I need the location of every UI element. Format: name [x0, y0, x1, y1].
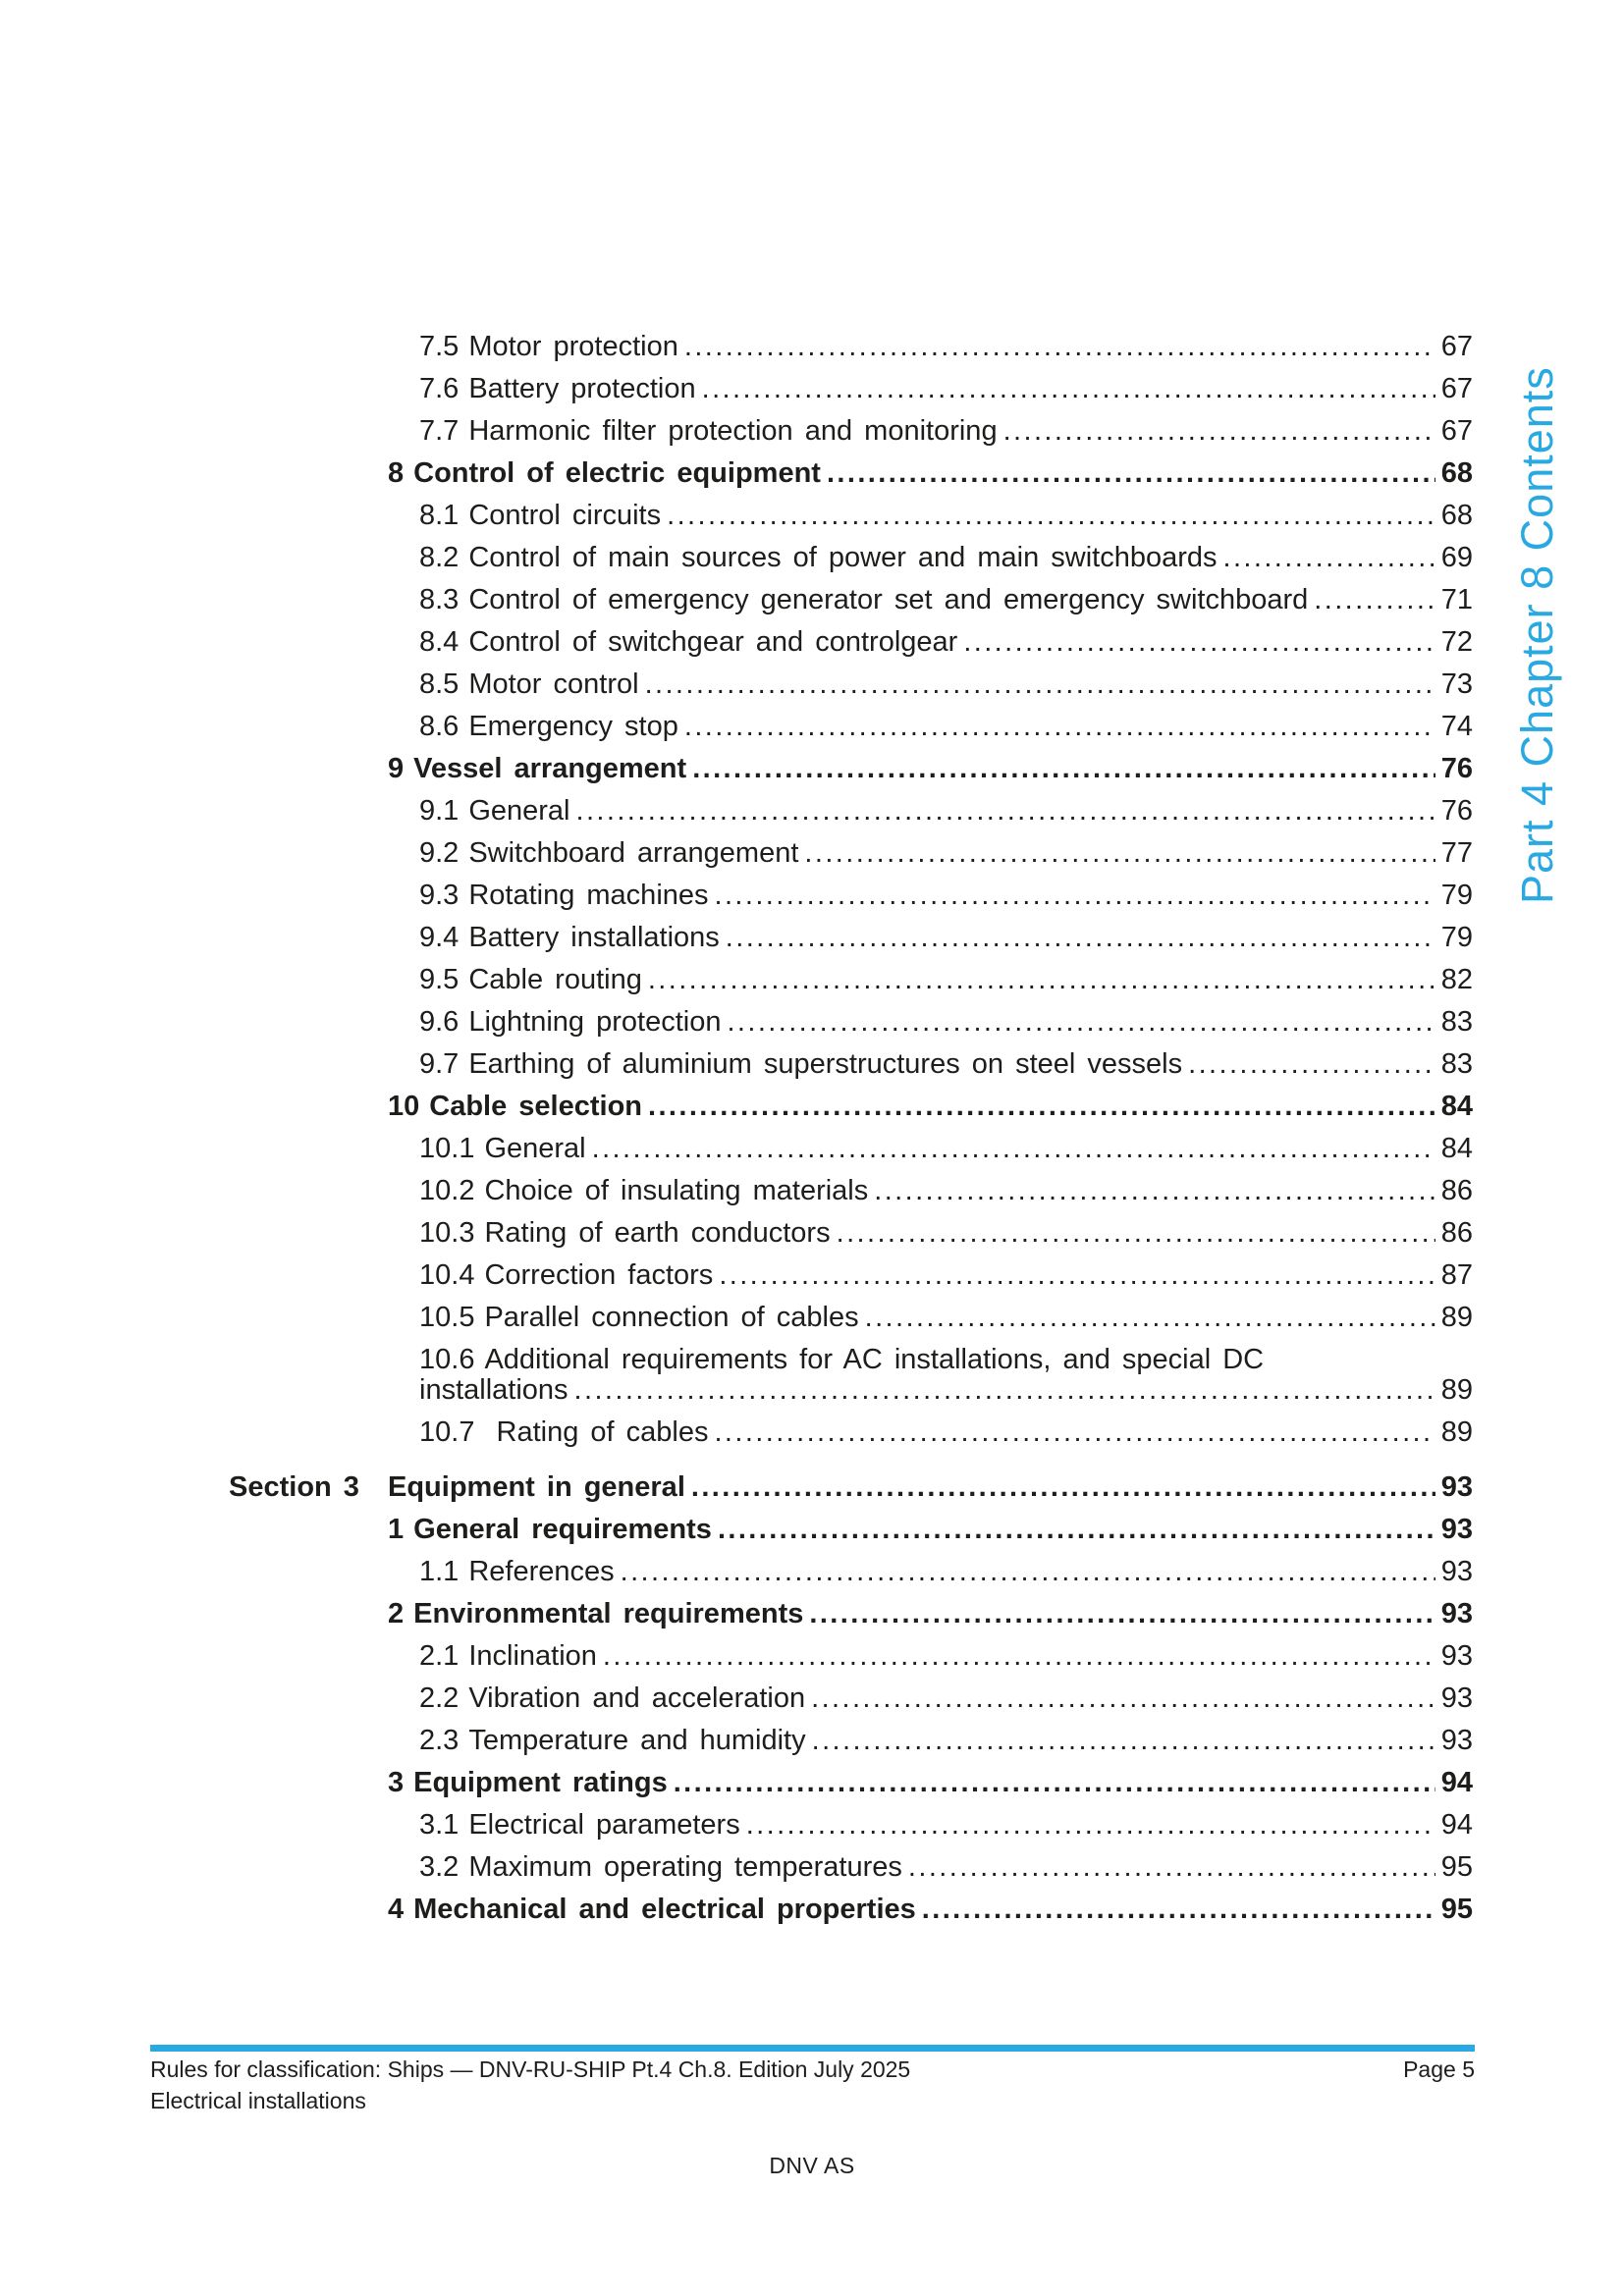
toc-entry-page: 84 — [1440, 1133, 1473, 1164]
toc-dot-leader — [574, 1375, 1435, 1406]
toc-entry-page: 89 — [1440, 1416, 1473, 1448]
footer-doc-title: Rules for classification: Ships — DNV-RU-SHIP Pt.4 Ch.8. Edition July 2025 — [150, 2056, 911, 2082]
toc-entry-title: Earthing of aluminium superstructures on steel vessels — [468, 1048, 1183, 1080]
toc-entry-title: Temperature and humidity — [468, 1725, 806, 1756]
toc-entry[interactable] — [388, 1007, 1473, 1038]
toc-entry-page: 74 — [1440, 711, 1473, 742]
toc-entry[interactable] — [388, 332, 1473, 362]
toc-entry-number: 9.3 — [419, 880, 460, 911]
toc-dot-leader — [674, 1768, 1435, 1798]
toc-dot-leader — [963, 627, 1435, 658]
toc-dot-leader — [692, 754, 1435, 784]
toc-entry-number: 10.4 — [419, 1259, 475, 1291]
toc-dot-leader — [714, 1417, 1435, 1448]
toc-entry-title: Electrical parameters — [468, 1809, 740, 1841]
toc-entry[interactable] — [388, 1895, 1473, 1925]
toc-entry[interactable] — [388, 1683, 1473, 1714]
toc-entry[interactable] — [388, 1599, 1473, 1629]
toc-section-heading[interactable] — [229, 1472, 1473, 1503]
toc-entry-page: 95 — [1440, 1851, 1473, 1883]
toc-entry-title: Control circuits — [468, 500, 662, 531]
toc-entry-page: 79 — [1440, 922, 1473, 953]
toc-entry-number: 2.3 — [419, 1725, 460, 1756]
toc-entry-title: Equipment ratings — [413, 1767, 668, 1798]
toc-entry[interactable] — [388, 1557, 1473, 1587]
toc-entry-page: 93 — [1440, 1598, 1473, 1629]
toc-dot-leader — [908, 1852, 1435, 1883]
toc-dot-leader — [621, 1557, 1435, 1587]
toc-section-title: Equipment in general — [388, 1471, 685, 1503]
toc-entry-number: 10.1 — [419, 1133, 475, 1164]
toc-entry-page: 82 — [1440, 964, 1473, 995]
toc-entry-page: 67 — [1440, 415, 1473, 447]
toc-dot-leader — [667, 501, 1435, 531]
toc-entry-page: 93 — [1440, 1640, 1473, 1672]
footer-page-number: Page 5 — [1403, 2056, 1475, 2082]
toc-entry-title: Maximum operating temperatures — [468, 1851, 902, 1883]
toc-entry-number: 9.5 — [419, 964, 460, 995]
toc-entry[interactable] — [388, 374, 1473, 404]
toc-dot-leader — [726, 923, 1435, 953]
toc-entry-page: 87 — [1440, 1259, 1473, 1291]
toc-entry[interactable] — [388, 501, 1473, 531]
toc-entry-title: Correction factors — [484, 1259, 714, 1291]
toc-entry[interactable] — [388, 669, 1473, 700]
toc-entry-number: 9.6 — [419, 1006, 460, 1038]
toc-entry-title: installations — [419, 1374, 568, 1406]
toc-entry-title: Rating of earth conductors — [484, 1217, 831, 1249]
toc-section-label: Section 3 — [229, 1471, 359, 1503]
toc-entry-title: Switchboard arrangement — [468, 837, 799, 869]
toc-entry-number: 9 — [388, 753, 405, 784]
toc-entry[interactable] — [388, 1345, 1473, 1375]
toc-entry[interactable] — [388, 1515, 1473, 1545]
toc-entry-page: 86 — [1440, 1217, 1473, 1249]
toc-entry[interactable] — [388, 543, 1473, 573]
toc-entry[interactable] — [388, 416, 1473, 447]
toc-entry-title: Lightning protection — [468, 1006, 722, 1038]
toc-entry-page: 93 — [1440, 1725, 1473, 1756]
toc-entry[interactable] — [388, 1176, 1473, 1206]
toc-entry-number: 10.3 — [419, 1217, 475, 1249]
toc-entry[interactable] — [388, 1260, 1473, 1291]
toc-entry-page: 94 — [1440, 1767, 1473, 1798]
toc-entry-number: 1 — [388, 1514, 405, 1545]
toc-dot-leader — [827, 458, 1435, 489]
toc-entry[interactable] — [388, 1641, 1473, 1672]
toc-entry-number: 3.1 — [419, 1809, 460, 1841]
toc-entry-page: 86 — [1440, 1175, 1473, 1206]
toc-entry-page: 67 — [1440, 373, 1473, 404]
toc-entry-number: 2.2 — [419, 1682, 460, 1714]
toc-entry-title: General — [468, 795, 570, 827]
toc-dot-leader — [715, 881, 1435, 911]
toc-entry-page: 67 — [1440, 331, 1473, 362]
toc-entry-title: Cable selection — [429, 1091, 643, 1122]
toc-entry-number: 4 — [388, 1894, 405, 1925]
toc-entry-title: Choice of insulating materials — [484, 1175, 869, 1206]
toc-dot-leader — [702, 374, 1435, 404]
toc-entry[interactable] — [388, 1049, 1473, 1080]
toc-entry-page: 76 — [1440, 753, 1473, 784]
toc-entry-title: Cable routing — [468, 964, 642, 995]
toc-entry[interactable] — [388, 1810, 1473, 1841]
toc-entry-page: 93 — [1440, 1471, 1473, 1503]
toc-dot-leader — [837, 1218, 1435, 1249]
toc-entry-title: Harmonic filter protection and monitoring — [468, 415, 998, 447]
toc-entry-title: Vibration and acceleration — [468, 1682, 806, 1714]
toc-dot-leader — [746, 1810, 1435, 1841]
toc-entry-title: Control of electric equipment — [413, 457, 821, 489]
toc-dot-leader — [874, 1176, 1435, 1206]
toc-entry-title: Control of switchgear and controlgear — [468, 626, 958, 658]
toc-entry-page: 93 — [1440, 1556, 1473, 1587]
footer-divider — [150, 2045, 1475, 2052]
toc-dot-leader — [718, 1515, 1435, 1545]
toc-dot-leader — [727, 1007, 1435, 1038]
toc-entry-title: Rating of cables — [484, 1416, 709, 1448]
toc-entry-page: 69 — [1440, 542, 1473, 573]
toc-entry-number: 2.1 — [419, 1640, 460, 1672]
toc-entry-number: 3 — [388, 1767, 405, 1798]
toc-entry-number: 8 — [388, 457, 405, 489]
toc-entry[interactable] — [388, 585, 1473, 615]
sidebar-vertical-label: Part 4 Chapter 8 Contents — [1512, 366, 1562, 904]
toc-entry[interactable] — [388, 754, 1473, 784]
toc-dot-leader — [812, 1726, 1435, 1756]
toc-entry[interactable] — [388, 965, 1473, 995]
toc-entry-number: 9.2 — [419, 837, 460, 869]
toc-dot-leader — [719, 1260, 1435, 1291]
toc-entry[interactable] — [388, 1134, 1473, 1164]
toc-entry-number: 2 — [388, 1598, 405, 1629]
toc-dot-leader — [684, 712, 1435, 742]
footer-chapter-title: Electrical installations — [150, 2088, 366, 2113]
toc-entry-title: Motor control — [468, 668, 639, 700]
toc-entry-title: Parallel connection of cables — [484, 1302, 859, 1333]
toc-entry-title: Additional requirements for AC installations, and special DC — [484, 1344, 1265, 1375]
toc-entry-page: 68 — [1440, 500, 1473, 531]
toc-entry-number: 8.4 — [419, 626, 460, 658]
toc-entry-page: 89 — [1440, 1302, 1473, 1333]
toc-dot-leader — [648, 1092, 1435, 1122]
toc-entry[interactable] — [388, 881, 1473, 911]
toc-entry-title: Battery protection — [468, 373, 696, 404]
toc-dot-leader — [576, 796, 1435, 827]
toc-dot-leader — [1003, 416, 1435, 447]
toc-entry[interactable] — [388, 1218, 1473, 1249]
footer-line1 — [150, 2055, 1475, 2084]
toc-entry-number: 9.4 — [419, 922, 460, 953]
toc-dot-leader — [648, 965, 1435, 995]
toc-entry-continuation[interactable] — [388, 1375, 1473, 1406]
toc-dot-leader — [1314, 585, 1435, 615]
toc-entry[interactable] — [388, 627, 1473, 658]
toc-entry-number: 10.7 — [419, 1416, 475, 1448]
toc-entry-page: 72 — [1440, 626, 1473, 658]
toc-entry-title: Control of main sources of power and main switchboards — [468, 542, 1218, 573]
publisher-name: DNV AS — [769, 2153, 855, 2178]
toc-entry[interactable] — [388, 1303, 1473, 1333]
toc-entry-page: 79 — [1440, 880, 1473, 911]
toc-entry-number: 7.6 — [419, 373, 460, 404]
toc-entry-page: 93 — [1440, 1682, 1473, 1714]
toc-dot-leader — [684, 332, 1435, 362]
toc-entry-number: 7.7 — [419, 415, 460, 447]
toc-entry-page: 68 — [1440, 457, 1473, 489]
toc-entry-page: 76 — [1440, 795, 1473, 827]
toc-entry-title: References — [468, 1556, 615, 1587]
toc-entry-title: Rotating machines — [468, 880, 709, 911]
toc-entry-page: 77 — [1440, 837, 1473, 869]
toc-entry-number: 10.5 — [419, 1302, 475, 1333]
toc-entry-page: 83 — [1440, 1006, 1473, 1038]
toc-entry-number: 9.1 — [419, 795, 460, 827]
toc-entry-page: 71 — [1440, 584, 1473, 615]
toc-entry-number: 7.5 — [419, 331, 460, 362]
toc-dot-leader — [645, 669, 1435, 700]
toc-entry-title: Control of emergency generator set and emergency switchboard — [468, 584, 1309, 615]
toc-entry-page: 93 — [1440, 1514, 1473, 1545]
toc-entry-page: 73 — [1440, 668, 1473, 700]
toc-entry-title: General requirements — [413, 1514, 712, 1545]
toc-dot-leader — [592, 1134, 1435, 1164]
toc-entry-page: 89 — [1440, 1374, 1473, 1406]
toc-dot-leader — [1223, 543, 1435, 573]
toc-dot-leader — [922, 1895, 1435, 1925]
toc-entry-title: Environmental requirements — [413, 1598, 804, 1629]
toc-entry[interactable] — [388, 458, 1473, 489]
toc-entry-number: 8.5 — [419, 668, 460, 700]
toc-entry[interactable] — [388, 923, 1473, 953]
toc-entry-page: 94 — [1440, 1809, 1473, 1841]
toc-dot-leader — [811, 1683, 1435, 1714]
toc-entry-number: 1.1 — [419, 1556, 460, 1587]
toc-dot-leader — [809, 1599, 1435, 1629]
toc-entry-number: 3.2 — [419, 1851, 460, 1883]
toc-entry-page: 95 — [1440, 1894, 1473, 1925]
toc-entry-number: 10 — [388, 1091, 420, 1122]
toc-entry-title: Inclination — [468, 1640, 597, 1672]
toc-entry[interactable] — [388, 1092, 1473, 1122]
toc-dot-leader — [603, 1641, 1435, 1672]
toc-entry-title: Motor protection — [468, 331, 678, 362]
toc-dot-leader — [865, 1303, 1435, 1333]
toc-entry-number: 8.1 — [419, 500, 460, 531]
toc-dot-leader — [691, 1472, 1435, 1503]
toc-entry[interactable] — [388, 796, 1473, 827]
toc-entry[interactable] — [388, 1417, 1473, 1448]
toc-entry-title: Vessel arrangement — [413, 753, 687, 784]
toc-entry-number: 10.6 — [419, 1344, 475, 1375]
table-of-contents — [229, 331, 1473, 1937]
toc-entry-number: 10.2 — [419, 1175, 475, 1206]
toc-entry-number: 8.2 — [419, 542, 460, 573]
toc-entry-page: 83 — [1440, 1048, 1473, 1080]
toc-entry-title: General — [484, 1133, 586, 1164]
toc-dot-leader — [804, 838, 1435, 869]
toc-entry-title: Mechanical and electrical properties — [413, 1894, 916, 1925]
toc-dot-leader — [1188, 1049, 1435, 1080]
toc-entry-title: Emergency stop — [468, 711, 678, 742]
toc-entry-number: 9.7 — [419, 1048, 460, 1080]
toc-entry-title: Battery installations — [468, 922, 720, 953]
toc-entry[interactable] — [388, 1768, 1473, 1798]
toc-entry[interactable] — [388, 838, 1473, 869]
toc-entry[interactable] — [388, 712, 1473, 742]
toc-entry[interactable] — [388, 1852, 1473, 1883]
toc-entry[interactable] — [388, 1726, 1473, 1756]
toc-entry-number: 8.3 — [419, 584, 460, 615]
toc-entry-number: 8.6 — [419, 711, 460, 742]
toc-entry-page: 84 — [1440, 1091, 1473, 1122]
